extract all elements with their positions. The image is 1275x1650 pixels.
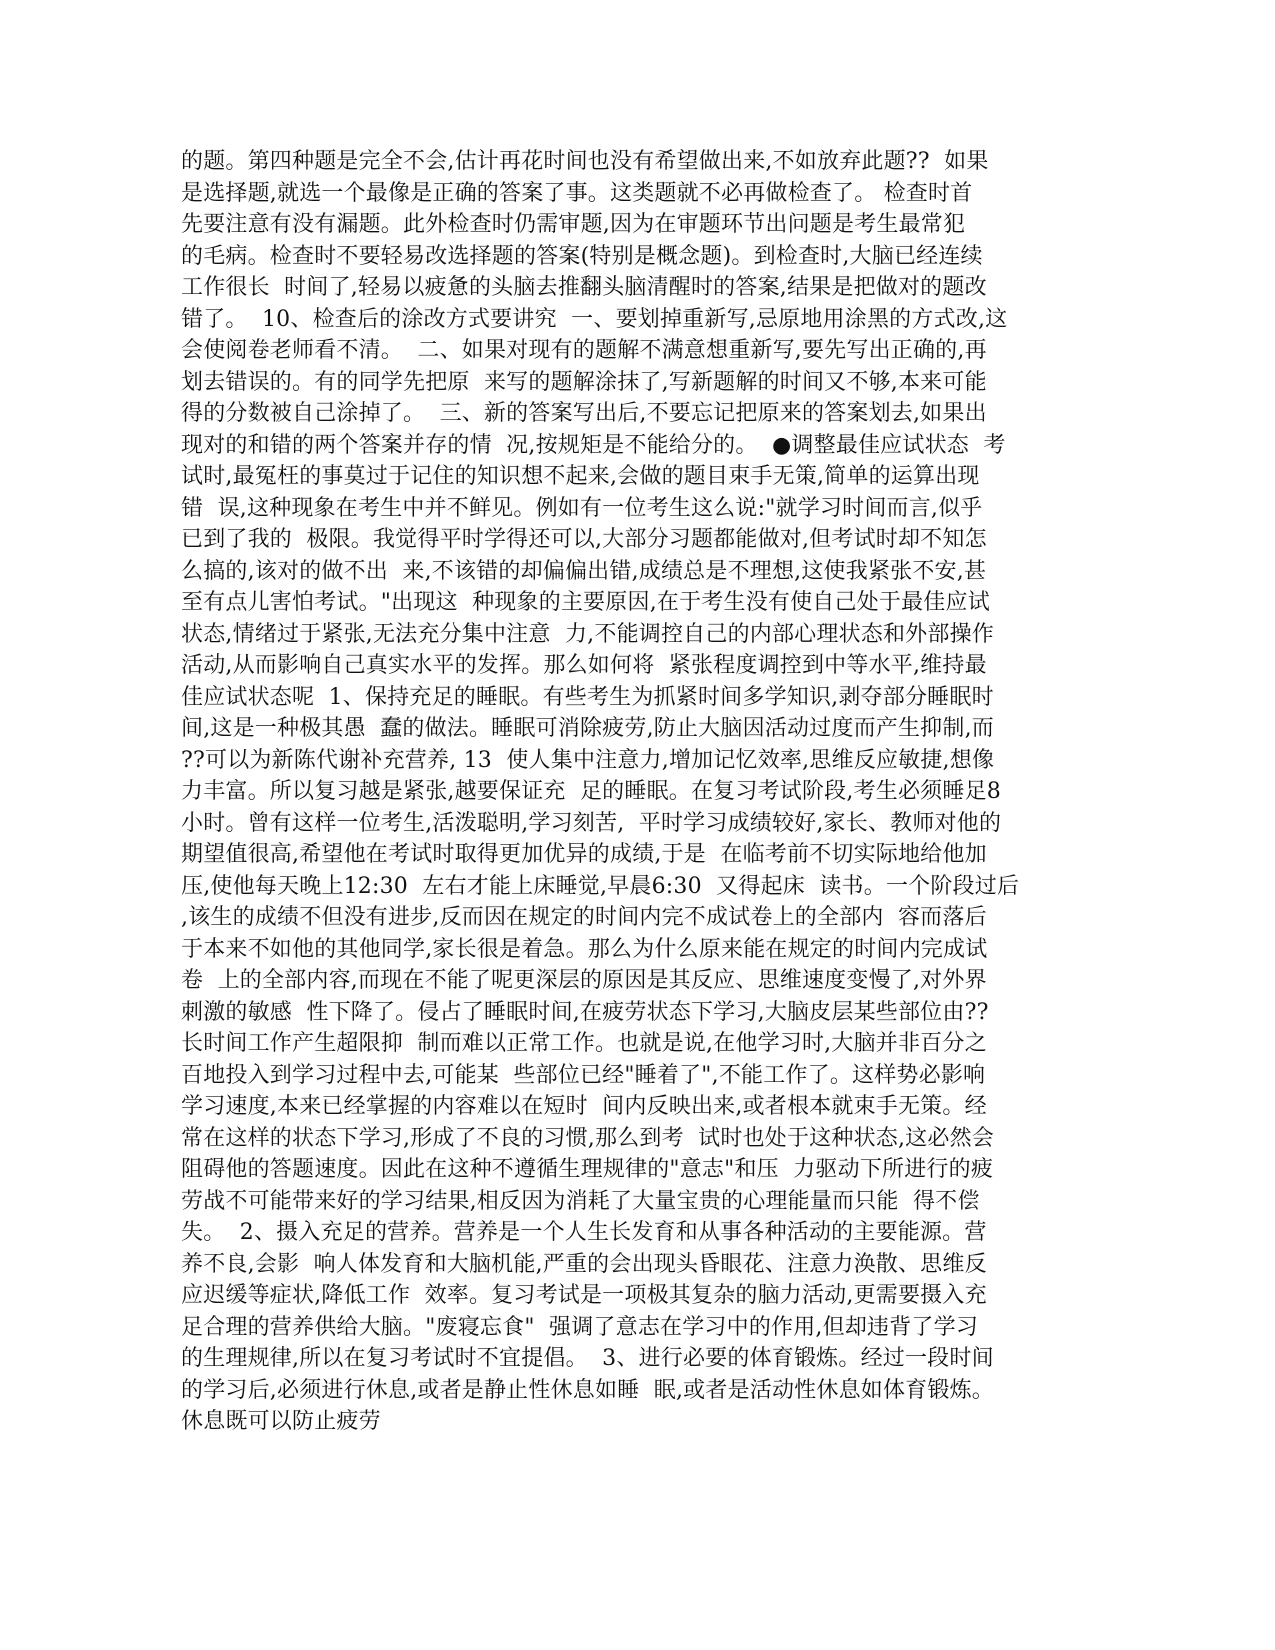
text-line: 力丰富。所以复习越是紧张,越要保证充 足的睡眠。在复习考试阶段,考生必须睡足8 (181, 779, 1001, 804)
text-line: 的学习后,必须进行休息,或者是静止性休息如睡 眠,或者是活动性休息如体育锻炼。 (181, 1377, 994, 1403)
text-line: 休息既可以防止疲劳 (181, 1409, 381, 1434)
text-line: 状态,情绪过于紧张,无法充分集中注意 力,不能调控自己的内部心理状态和外部操作 (181, 621, 994, 647)
text-line: 期望值很高,希望他在考试时取得更加优异的成绩,于是 在临考前不切实际地给他加 (181, 842, 987, 867)
text-line: 划去错误的。有的同学先把原 来写的题解涂抹了,写新题解的时间又不够,本来可能 (181, 369, 987, 395)
text-line: 足合理的营养供给大脑。"废寝忘食" 强调了意志在学习中的作用,但却违背了学习 (181, 1314, 979, 1340)
text-line: 会使阅卷老师看不清。 二、如果对现有的题解不满意想重新写,要先写出正确的,再 (181, 338, 987, 363)
text-line: 先要注意有没有漏题。此外检查时仍需审题,因为在审题环节出问题是考生最常犯 (181, 212, 966, 237)
text-line: 是选择题,就选一个最像是正确的答案了事。这类题就不必再做检查了。 检查时首 (181, 180, 973, 206)
text-line: 应迟缓等症状,降低工作 效率。复习考试是一项极其复杂的脑力活动,更需要摄入充 (181, 1283, 987, 1308)
text-line: 活动,从而影响自己真实水平的发挥。那么如何将 紧张程度调控到中等水平,维持最 (181, 653, 987, 678)
text-line: 已到了我的 极限。我觉得平时学得还可以,大部分习题都能做对,但考试时却不知怎 (181, 527, 987, 552)
text-line: 学习速度,本来已经掌握的内容难以在短时 间内反映出来,或者根本就束手无策。经 (181, 1094, 987, 1119)
text-line: 错了。 10、检查后的涂改方式要讲究 一、要划掉重新写,忌原地用涂黑的方式改,这 (181, 306, 1008, 332)
text-line: 的题。第四种题是完全不会,估计再花时间也没有希望做出来,不如放弃此题?? 如果 (181, 149, 989, 174)
text-line: 劳战不可能带来好的学习结果,相反因为消耗了大量宝贵的心理能量而只能 得不偿 (181, 1188, 980, 1214)
text-line: 常在这样的状态下学习,形成了不良的习惯,那么到考 试时也处于这种状态,这必然会 (181, 1125, 994, 1151)
text-line: 失。 2、摄入充足的营养。营养是一个人生长发育和从事各种活动的主要能源。营 (181, 1220, 987, 1245)
text-line: 么搞的,该对的做不出 来,不该错的却偏偏出错,成绩总是不理想,这使我紧张不安,甚 (181, 558, 987, 584)
text-line: 的毛病。检查时不要轻易改选择题的答案(特别是概念题)。到检查时,大脑已经连续 (181, 243, 983, 269)
text-line: 于本来不如他的其他同学,家长很是着急。那么为什么原来能在规定的时间内完成试 (181, 936, 988, 962)
text-line: 工作很长 时间了,轻易以疲惫的头脑去推翻头脑清醒时的答案,结果是把做对的题改 (181, 275, 987, 300)
text-line: 至有点儿害怕考试。"出现这 种现象的主要原因,在于考生没有使自己处于最佳应试 (181, 590, 990, 615)
text-line: 错 误,这种现象在考生中并不鲜见。例如有一位考生这么说:"就学习时间而言,似乎 (181, 495, 983, 521)
text-line: 刺激的敏感 性下降了。侵占了睡眠时间,在疲劳状态下学习,大脑皮层某些部位由?? (181, 999, 989, 1025)
text-line: ??可以为新陈代谢补充营养, 13 使人集中注意力,增加记忆效率,思维反应敏捷,想像 (181, 747, 995, 773)
text-line: 试时,最冤枉的事莫过于记住的知识想不起来,会做的题目束手无策,简单的运算出现 (181, 464, 980, 489)
text-line: 小时。曾有这样一位考生,活泼聪明,学习刻苦, 平时学习成绩较好,家长、教师对他的 (181, 810, 1002, 836)
body-text (181, 146, 1111, 1438)
text-line: 卷 上的全部内容,而现在不能了呢更深层的原因是其反应、思维速度变慢了,对外界 (181, 968, 987, 993)
text-line: 佳应试状态呢 1、保持充足的睡眠。有些考生为抓紧时间多学知识,剥夺部分睡眠时 (181, 684, 994, 710)
text-line: 阻碍他的答题速度。因此在这种不遵循生理规律的"意志"和压 力驱动下所进行的疲 (181, 1157, 994, 1182)
text-line: 压,使他每天晚上12:30 左右才能上床睡觉,早晨6:30 又得起床 读书。一个阶段过后 (181, 873, 1020, 899)
text-line: 的生理规律,所以在复习考试时不宜提倡。 3、进行必要的体育锻炼。经过一段时间 (181, 1346, 994, 1371)
text-line: 得的分数被自己涂掉了。 三、新的答案写出后,不要忘记把原来的答案划去,如果出 (181, 401, 987, 426)
text-line: 养不良,会影 响人体发育和大脑机能,严重的会出现头昏眼花、注意力涣散、思维反 (181, 1251, 987, 1277)
text-line: 间,这是一种极其愚 蠢的做法。睡眠可消除疲劳,防止大脑因活动过度而产生抑制,而 (181, 716, 994, 741)
text-line: 长时间工作产生超限抑 制而难以正常工作。也就是说,在他学习时,大脑并非百分之 (181, 1031, 987, 1056)
text-line: 现对的和错的两个答案并存的情 况,按规矩是不能给分的。 ●调整最佳应试状态 考 (181, 432, 1006, 458)
text-line: 百地投入到学习过程中去,可能某 些部位已经"睡着了",不能工作了。这样势必影响 (181, 1062, 986, 1088)
text-line: ,该生的成绩不但没有进步,反而因在规定的时间内完不成试卷上的全部内 容而落后 (181, 905, 987, 930)
